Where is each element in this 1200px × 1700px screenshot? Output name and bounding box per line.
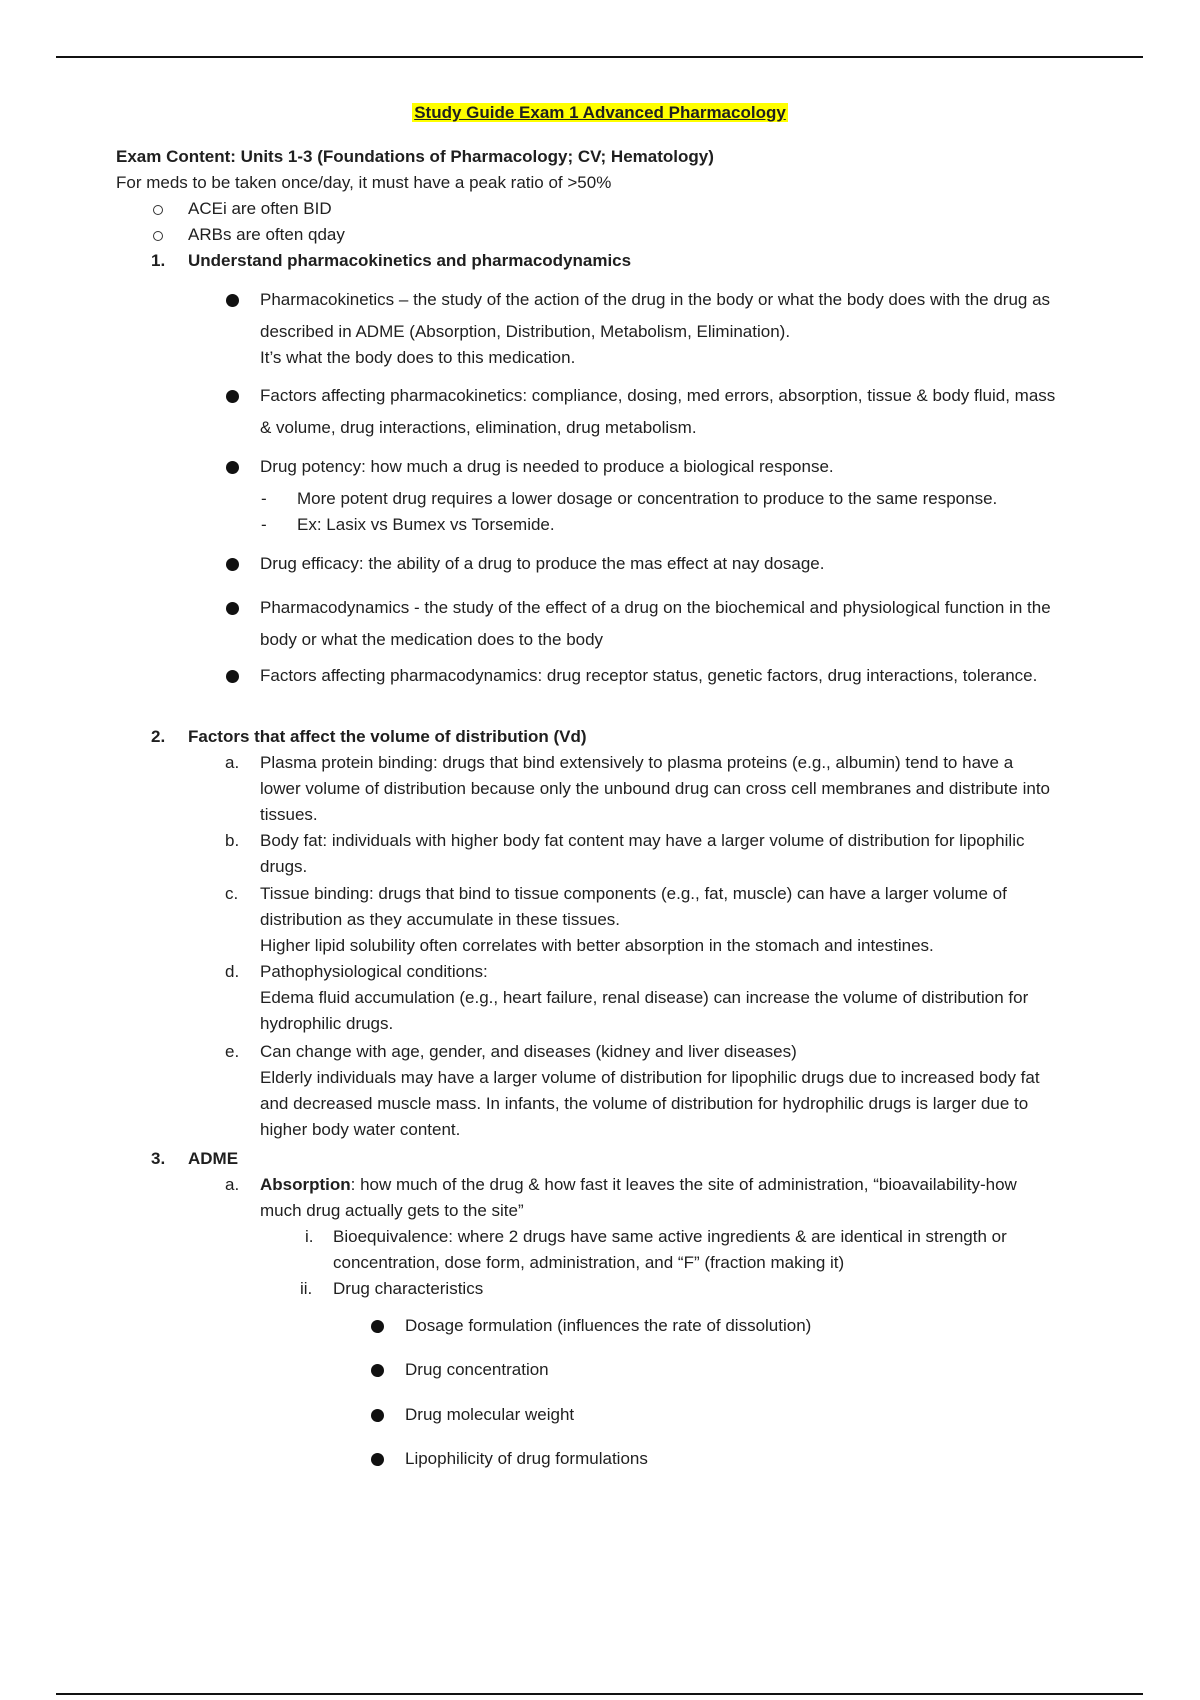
characteristic-item: Drug concentration (405, 1360, 549, 1379)
page-title: Study Guide Exam 1 Advanced Pharmacology (414, 103, 786, 122)
characteristic-item: Drug molecular weight (405, 1405, 575, 1424)
section-2-number: 2. (151, 727, 166, 746)
dash-marker: - (261, 515, 267, 534)
dash-marker: - (261, 489, 267, 508)
intro-text: For meds to be taken once/day, it must have a peak ratio of >50% (116, 173, 612, 192)
vd-item-text: hydrophilic drugs. (260, 1014, 394, 1033)
pharmacokinetics-text: Pharmacokinetics – the study of the action of the drug in the body or what the body does with the drug as (260, 290, 1051, 309)
roman-marker: ii. (300, 1279, 313, 1298)
top-rule (56, 56, 1143, 58)
intro-bullet: ARBs are often qday (188, 225, 345, 244)
vd-item-text: Pathophysiological conditions: (260, 962, 488, 981)
pk-factors-text: Factors affecting pharmacokinetics: compliance, dosing, med errors, absorption, tissue & body fluid, mass (260, 386, 1056, 405)
vd-item-text: Elderly individuals may have a larger volume of distribution for lipophilic drugs due to increased body fat (260, 1068, 1040, 1087)
bottom-rule (56, 1693, 1143, 1695)
bullet-dot-icon (226, 602, 239, 615)
absorption-term: Absorption (260, 1175, 351, 1194)
vd-item-text: Plasma protein binding: drugs that bind extensively to plasma proteins (e.g., albumin) tend to have a (260, 753, 1014, 772)
list-marker: c. (225, 884, 239, 903)
potency-sub: Ex: Lasix vs Bumex vs Torsemide. (297, 515, 555, 534)
absorption-def: : how much of the drug & how fast it leaves the site of administration, “bioavailability-how (350, 1175, 1017, 1194)
exam-content: Exam Content: Units 1-3 (Foundations of Pharmacology; CV; Hematology) (116, 147, 714, 166)
bullet-dot-icon (226, 294, 239, 307)
vd-item-text: Can change with age, gender, and diseases (kidney and liver diseases) (260, 1042, 797, 1061)
pk-factors-text: & volume, drug interactions, elimination, drug metabolism. (260, 418, 697, 437)
pharmacokinetics-text: It’s what the body does to this medication. (260, 348, 576, 367)
section-1-heading: Understand pharmacokinetics and pharmacodynamics (188, 251, 632, 270)
characteristic-item: Dosage formulation (influences the rate of dissolution) (405, 1316, 812, 1335)
vd-item-text: drugs. (260, 857, 308, 876)
section-3-heading: ADME (188, 1149, 239, 1168)
list-marker: d. (225, 962, 240, 981)
bullet-dot-icon (371, 1364, 384, 1377)
bullet-dot-icon (371, 1453, 384, 1466)
absorption-text: much drug actually gets to the site” (260, 1201, 524, 1220)
vd-item-text: tissues. (260, 805, 318, 824)
potency-sub: More potent drug requires a lower dosage or concentration to produce to the same response. (297, 489, 998, 508)
pharmacokinetics-text: described in ADME (Absorption, Distribution, Metabolism, Elimination). (260, 322, 791, 341)
vd-item-text: Edema fluid accumulation (e.g., heart failure, renal disease) can increase the volume of distribution for (260, 988, 1029, 1007)
pharmacodynamics-text: body or what the medication does to the body (260, 630, 604, 649)
bioequivalence-text: concentration, dose form, administration, and “F” (fraction making it) (333, 1253, 845, 1272)
vd-item-text: higher body water content. (260, 1120, 461, 1139)
characteristic-item: Lipophilicity of drug formulations (405, 1449, 648, 1468)
bullet-dot-icon (371, 1320, 384, 1333)
list-marker: b. (225, 831, 240, 850)
bullet-dot-icon (226, 390, 239, 403)
vd-item-text: Tissue binding: drugs that bind to tissue components (e.g., fat, muscle) can have a larger volume of (260, 884, 1007, 903)
circle-bullet-icon (153, 231, 163, 241)
list-marker: a. (225, 753, 240, 772)
bullet-dot-icon (226, 558, 239, 571)
bullet-dot-icon (226, 461, 239, 474)
bullet-dot-icon (371, 1409, 384, 1422)
bullet-dot-icon (226, 670, 239, 683)
absorption-text (260, 1175, 1017, 1195)
list-marker: e. (225, 1042, 240, 1061)
vd-item-text: Higher lipid solubility often correlates with better absorption in the stomach and intestines. (260, 936, 934, 955)
pd-factors-text: Factors affecting pharmacodynamics: drug receptor status, genetic factors, drug interactions, tolerance. (260, 666, 1038, 685)
section-1-number: 1. (151, 251, 166, 270)
list-marker: a. (225, 1175, 240, 1194)
potency-text: Drug potency: how much a drug is needed to produce a biological response. (260, 457, 834, 476)
section-2-heading: Factors that affect the volume of distribution (Vd) (188, 727, 587, 746)
intro-bullet: ACEi are often BID (188, 199, 332, 218)
vd-item-text: Body fat: individuals with higher body fat content may have a larger volume of distribution for lipophilic (260, 831, 1025, 850)
bioequivalence-text: Bioequivalence: where 2 drugs have same active ingredients & are identical in strength or (333, 1227, 1007, 1246)
section-3-number: 3. (151, 1149, 166, 1168)
roman-marker: i. (305, 1227, 314, 1246)
drug-characteristics-text: Drug characteristics (333, 1279, 484, 1298)
pharmacodynamics-text: Pharmacodynamics - the study of the effect of a drug on the biochemical and physiological function in the (260, 598, 1051, 617)
title-container (0, 103, 1200, 123)
vd-item-text: lower volume of distribution because only the unbound drug can cross cell membranes and distribute into (260, 779, 1051, 798)
efficacy-text: Drug efficacy: the ability of a drug to produce the mas effect at nay dosage. (260, 554, 825, 573)
vd-item-text: and decreased muscle mass. In infants, the volume of distribution for hydrophilic drugs is larger due to (260, 1094, 1029, 1113)
circle-bullet-icon (153, 205, 163, 215)
vd-item-text: distribution as they accumulate in these tissues. (260, 910, 621, 929)
